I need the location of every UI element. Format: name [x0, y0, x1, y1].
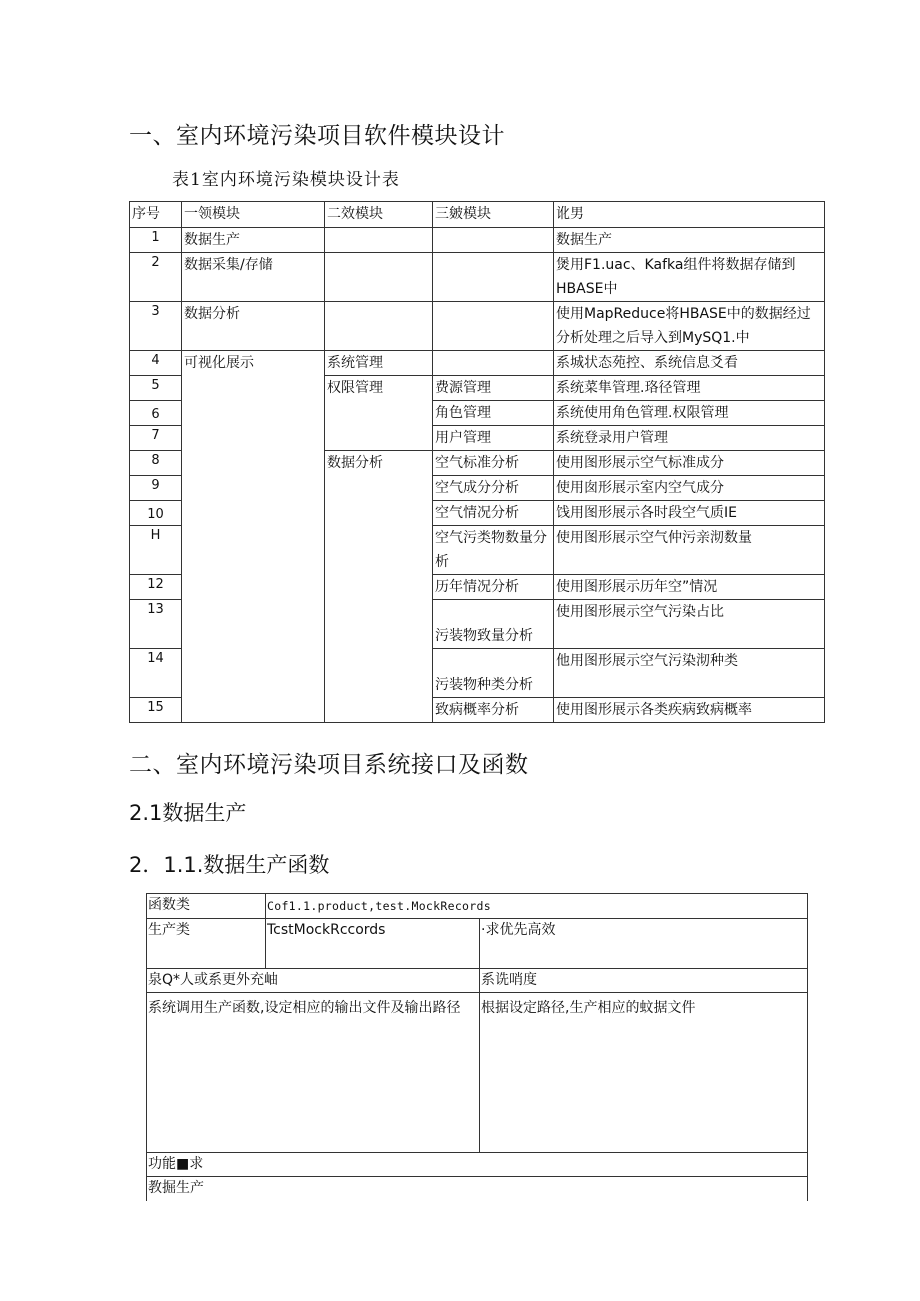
- row-number: 14: [130, 649, 182, 698]
- row-number: 1: [130, 228, 182, 253]
- module-desc: 使用MapReduce将HBASE中的数据经过分析处理之后导入到MySQ1.中: [554, 302, 825, 351]
- func-req-value-row: [147, 1177, 808, 1201]
- row-number: 4: [130, 351, 182, 376]
- module-desc: 使用图形展示历年空”情况: [554, 575, 825, 600]
- module-level3: [433, 351, 554, 376]
- row-number: 8: [130, 451, 182, 476]
- subsubsection-heading: 2．1.1.数据生产函数: [129, 853, 330, 877]
- module-desc: 使用图形展示空气标准成分: [554, 451, 825, 476]
- module-desc: 数据生产: [554, 228, 825, 253]
- module-level3: [433, 302, 554, 351]
- output-description: 根据设定路径,生产相应的蚊据文件: [480, 993, 808, 1153]
- module-desc: 系城状态苑控、系统信息爻看: [554, 351, 825, 376]
- section-heading-2: 二、室内环境污染项目系统接口及函数: [129, 752, 529, 778]
- module-level2: 数据分析: [325, 451, 433, 723]
- module-level3: [433, 253, 554, 302]
- function-type-row: [147, 919, 808, 969]
- module-level3: 空气污类物数量分析: [433, 526, 554, 575]
- priority-text: ·求优先高效: [480, 919, 808, 969]
- row-number: 2: [130, 253, 182, 302]
- row-number: 6: [130, 401, 182, 426]
- output-label: 系诜哨度: [480, 969, 808, 993]
- module-desc: 使用图形展示各类疾病致病概率: [554, 698, 825, 723]
- header-cell-mod3: 三皴模块: [433, 202, 554, 228]
- module-desc: 系统登录用户管理: [554, 426, 825, 451]
- module-level2: 系统管理: [325, 351, 433, 376]
- header-cell-desc: 讹男: [554, 202, 825, 228]
- func-req-label-row: [147, 1153, 808, 1177]
- module-level3: 费源管理: [433, 376, 554, 401]
- row-number: 13: [130, 600, 182, 649]
- table-row: [130, 302, 825, 351]
- table-row: [130, 228, 825, 253]
- header-cell-no: 序号: [130, 202, 182, 228]
- module-desc: 使用图形展示空气污染占比: [554, 600, 825, 649]
- module-level3: 历年情况分析: [433, 575, 554, 600]
- function-class-label: 函数类: [147, 894, 266, 919]
- function-requirement-label: 功能■求: [147, 1153, 808, 1177]
- module-level3: 污装物致量分析: [433, 600, 554, 649]
- module-level1: 数据分析: [182, 302, 325, 351]
- module-level3: 空气情况分析: [433, 501, 554, 526]
- table-row: [130, 351, 825, 376]
- module-desc: 系统使用角色管理.权限管理: [554, 401, 825, 426]
- module-level3: [433, 228, 554, 253]
- module-level1: 可视化展示: [182, 351, 325, 723]
- module-level3: 角色管理: [433, 401, 554, 426]
- header-cell-mod1: 一领模块: [182, 202, 325, 228]
- row-number: 10: [130, 501, 182, 526]
- function-requirement-value: 教掘生产: [147, 1177, 808, 1201]
- row-number: 3: [130, 302, 182, 351]
- module-level3: 用户管理: [433, 426, 554, 451]
- module-design-table: [129, 201, 825, 723]
- function-table: [146, 893, 808, 1201]
- module-desc: 系统菜隼管理.珞径管理: [554, 376, 825, 401]
- row-number: 15: [130, 698, 182, 723]
- table-header-row: [130, 202, 825, 228]
- module-desc: 使用囱形展示室内空气成分: [554, 476, 825, 501]
- subsection-heading: 2.1数据生产: [129, 801, 247, 825]
- module-level3: 污装物种类分析: [433, 649, 554, 698]
- row-number: 12: [130, 575, 182, 600]
- module-level1: 数据生产: [182, 228, 325, 253]
- row-number: 7: [130, 426, 182, 451]
- module-level2: [325, 302, 433, 351]
- module-level1: 数据采集/存储: [182, 253, 325, 302]
- module-desc: 煲用F1.uac、Kafka组件将数据存储到HBASE中: [554, 253, 825, 302]
- function-type-label: 生产类: [147, 919, 266, 969]
- module-level2: [325, 253, 433, 302]
- module-level3: 空气成分分析: [433, 476, 554, 501]
- row-number: 5: [130, 376, 182, 401]
- table-caption: 表1室内环境污染模块设计表: [172, 170, 400, 190]
- module-level2: [325, 228, 433, 253]
- header-cell-mod2: 二效模块: [325, 202, 433, 228]
- module-level3: 空气标准分析: [433, 451, 554, 476]
- module-desc: 使用图形展示空气仲污亲沏数量: [554, 526, 825, 575]
- io-label-row: [147, 969, 808, 993]
- row-number: 9: [130, 476, 182, 501]
- module-level3: 致病概率分析: [433, 698, 554, 723]
- module-level2: 权限管理: [325, 376, 433, 451]
- input-label: 泉Q*人或系更外充岫: [147, 969, 480, 993]
- function-type-value: TcstMockRccords: [266, 919, 480, 969]
- table-row: [130, 253, 825, 302]
- module-desc: 他用图形展示空气污染沏种类: [554, 649, 825, 698]
- row-number: H: [130, 526, 182, 575]
- input-description: 系统调用生产函数,设定相应的输出文件及输出路径: [147, 993, 480, 1153]
- function-class-row: [147, 894, 808, 919]
- io-desc-row: [147, 993, 808, 1153]
- function-class-value: Cof1.1.product,test.MockRecords: [266, 894, 808, 919]
- module-desc: 饯用图形展示各时段空气质IE: [554, 501, 825, 526]
- section-heading-1: 一、室内环境污染项目软件模块设计: [129, 123, 505, 149]
